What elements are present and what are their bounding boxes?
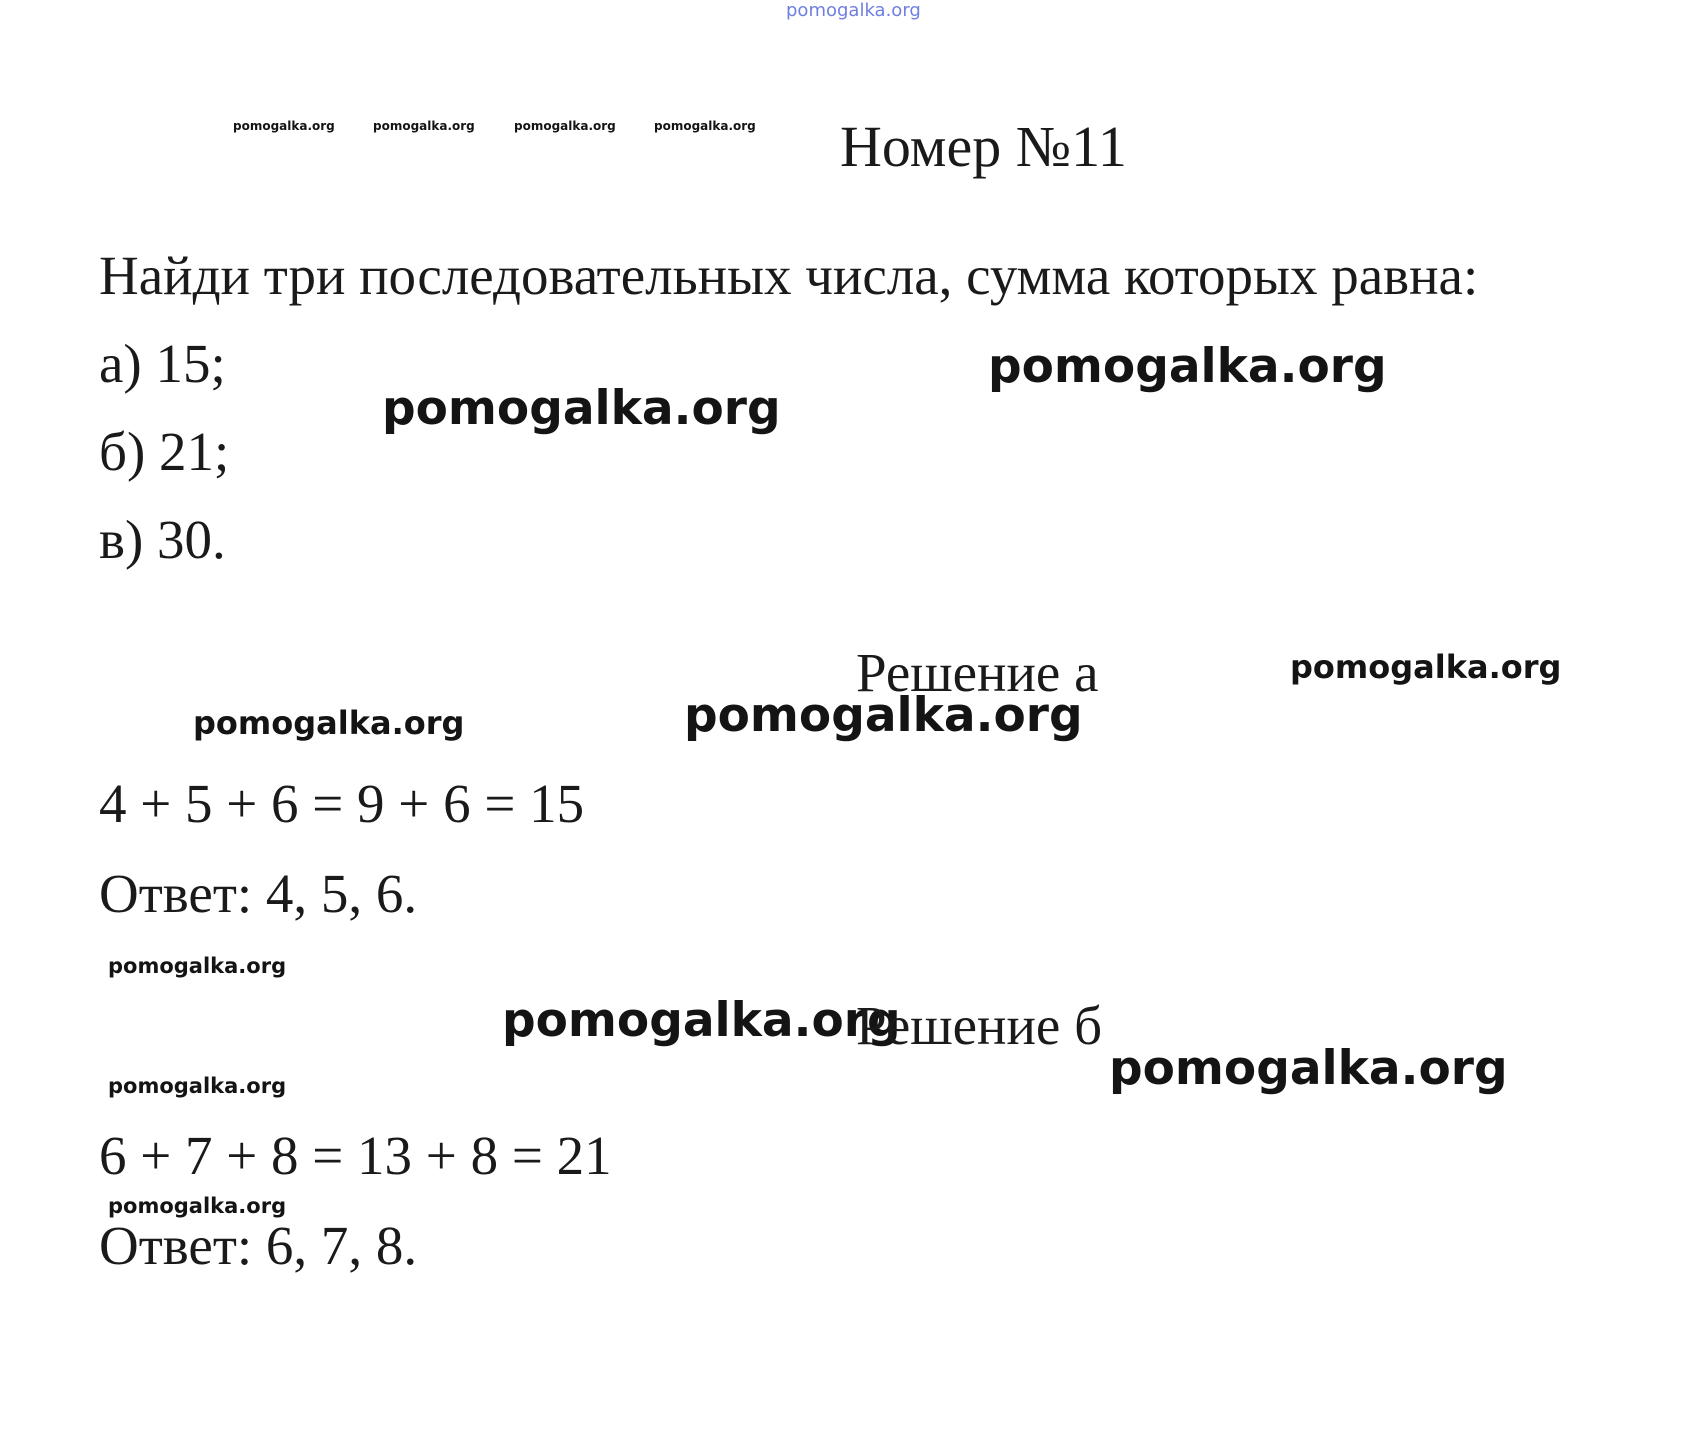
watermark-large: pomogalka.org	[382, 381, 781, 436]
site-watermark-top: pomogalka.org	[786, 0, 921, 21]
watermark-large: pomogalka.org	[988, 339, 1387, 394]
watermark-medium: pomogalka.org	[193, 704, 465, 742]
watermark-small: pomogalka.org	[654, 119, 756, 133]
solution-a-answer: Ответ: 4, 5, 6.	[99, 863, 418, 924]
solution-b-answer: Ответ: 6, 7, 8.	[99, 1215, 418, 1276]
solution-a-heading: Решение а	[856, 642, 1099, 703]
watermark-small: pomogalka.org	[108, 954, 287, 978]
watermark-small: pomogalka.org	[514, 119, 616, 133]
task-item-b: б) 21;	[99, 421, 230, 482]
watermark-small: pomogalka.org	[108, 1074, 287, 1098]
watermark-large: pomogalka.org	[684, 688, 1083, 743]
task-item-c: в) 30.	[99, 509, 226, 570]
watermark-medium: pomogalka.org	[1290, 648, 1562, 686]
task-item-a: а) 15;	[99, 333, 226, 394]
solution-a-equation: 4 + 5 + 6 = 9 + 6 = 15	[99, 773, 585, 834]
watermark-small: pomogalka.org	[108, 1194, 287, 1218]
watermark-small: pomogalka.org	[233, 119, 335, 133]
task-text: Найди три последовательных числа, сумма которых равна:	[99, 245, 1479, 306]
watermark-large: pomogalka.org	[502, 993, 901, 1048]
page-title: Номер №11	[840, 114, 1127, 179]
solution-b-heading: Решение б	[856, 995, 1103, 1056]
watermark-large: pomogalka.org	[1109, 1041, 1508, 1096]
watermark-small: pomogalka.org	[373, 119, 475, 133]
solution-b-equation: 6 + 7 + 8 = 13 + 8 = 21	[99, 1125, 612, 1186]
